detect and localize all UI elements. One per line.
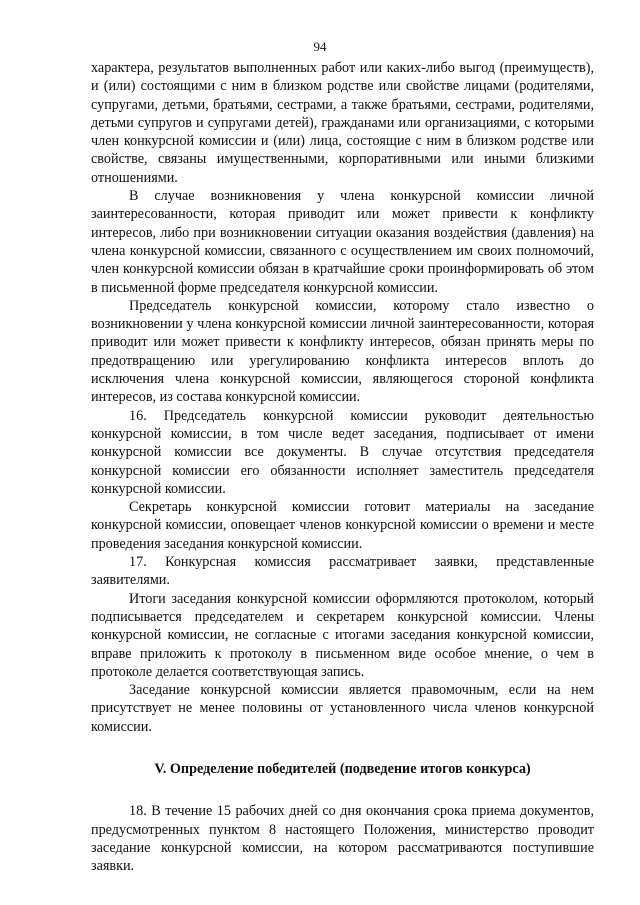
paragraph-item-18: 18. В течение 15 рабочих дней со дня окончания срока приема документов, предусмотренных пунктом 8 настоящего Положения, министерство проводит заседание конкурсной комиссии, на котором рассматриваются поступившие заявки. — [91, 803, 594, 875]
document-body — [91, 59, 594, 875]
paragraph: В случае возникновения у члена конкурсной комиссии личной заинтересованности, которая приводит или может привести к конфликту интересов, либо при возникновении ситуации оказания воздействия (давления) на члена конкурсной комиссии, связанного с осуществлением им своих полномочий, член конкурсной комиссии обязан в кратчайшие сроки проинформировать об этом в письменной форме председателя конкурсной комиссии. — [91, 188, 594, 296]
paragraph-item-17: 17. Конкурсная комиссия рассматривает заявки, представленные заявителями. — [91, 554, 594, 589]
paragraph: Итоги заседания конкурсной комиссии оформляются протоколом, который подписывается председателем и секретарем конкурсной комиссии. Члены конкурсной комиссии, не согласные с итогами заседания конкурсной комиссии, вправе приложить к протоколу в письменном виде особое мнение, о чем в протоколе делается соответствующая запись. — [91, 590, 594, 680]
paragraph-item-16: 16. Председатель конкурсной комиссии руководит деятельностью конкурсной комиссии, в том числе ведет заседания, подписывает от имени конкурсной комиссии все документы. В случае отсутствия председателя конкурсной комиссии его обязанности исполняет заместитель председателя конкурсной комиссии. — [91, 407, 594, 497]
paragraph-continued: характера, результатов выполненных работ или каких-либо выгод (преимуществ), и (или) состоящими с ним в близком родстве или свойстве лицами (родителями, супругами, детьми, братьями, сестрами, а также братьями, сестрами, родителями, детьми супругов и супругами детей), гражданами или организациями, с которыми член конкурсной комиссии и (или) лица, состоящие с ним в близком родстве или свойстве, связаны имущественными, корпоративными или иными близкими отношениями. — [91, 60, 594, 186]
paragraph: Заседание конкурсной комиссии является правомочным, если на нем присутствует не менее половины от установленного числа членов конкурсной комиссии. — [91, 682, 594, 735]
page-number: 94 — [313, 39, 327, 54]
section-heading: V. Определение победителей (подведение итогов конкурса) — [154, 760, 531, 777]
paragraph: Секретарь конкурсной комиссии готовит материалы на заседание конкурсной комиссии, оповещает членов конкурсной комиссии о времени и месте проведения заседания конкурсной комиссии. — [91, 499, 594, 552]
paragraph: Председатель конкурсной комиссии, которому стало известно о возникновении у члена конкурсной комиссии личной заинтересованности, которая приводит или может привести к конфликту интересов, обязан принять меры по предотвращению или урегулированию конфликта интересов вплоть до исключения члена конкурсной комиссии, являющегося стороной конфликта интересов, из состава конкурсной комиссии. — [91, 297, 594, 406]
